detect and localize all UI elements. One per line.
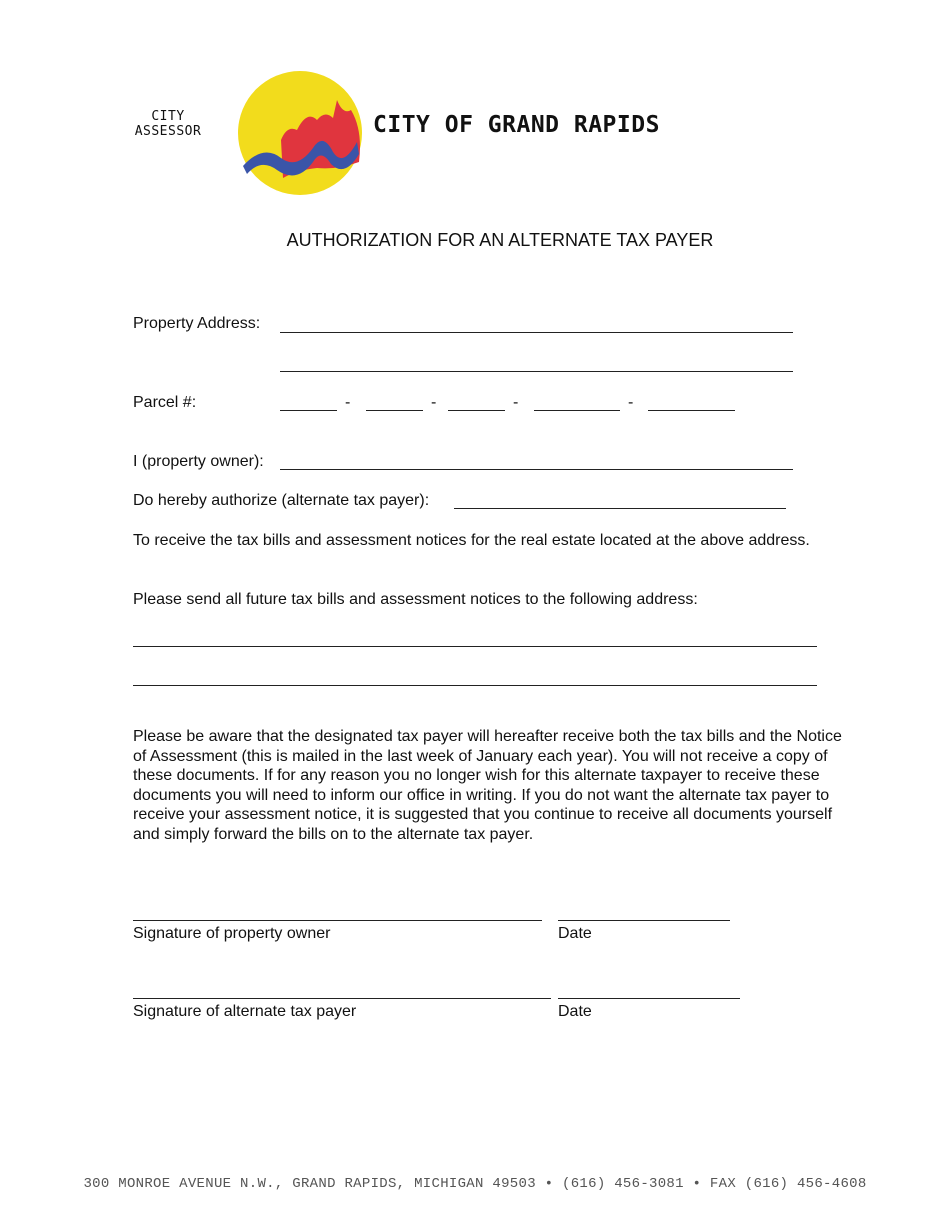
- department-line-1: CITY: [151, 109, 185, 124]
- property-address-line-2[interactable]: [280, 371, 793, 372]
- receive-paragraph: To receive the tax bills and assessment notices for the real estate located at the above address.: [133, 532, 810, 549]
- parcel-separator: -: [628, 394, 634, 411]
- authorize-label: Do hereby authorize (alternate tax payer):: [133, 492, 430, 509]
- city-logo-icon: [225, 70, 370, 200]
- owner-date-line[interactable]: [558, 920, 730, 921]
- parcel-separator: -: [345, 394, 351, 411]
- parcel-separator: -: [431, 394, 437, 411]
- alternate-date-label: Date: [558, 1003, 592, 1020]
- property-address-line-1[interactable]: [280, 332, 793, 333]
- department-line-2: ASSESSOR: [134, 124, 202, 139]
- alternate-signature-label: Signature of alternate tax payer: [133, 1003, 357, 1020]
- parcel-field-4[interactable]: [534, 410, 620, 411]
- mailing-address-line-2[interactable]: [133, 685, 817, 686]
- parcel-label: Parcel #:: [133, 394, 197, 411]
- parcel-field-3[interactable]: [448, 410, 505, 411]
- send-paragraph: Please send all future tax bills and assessment notices to the following address:: [133, 591, 698, 608]
- owner-signature-line[interactable]: [133, 920, 542, 921]
- parcel-field-2[interactable]: [366, 410, 423, 411]
- city-name: CITY OF GRAND RAPIDS: [373, 112, 660, 138]
- footer-address: 300 MONROE AVENUE N.W., GRAND RAPIDS, MICHIGAN 49503 • (616) 456-3081 • FAX (616) 456-4608: [83, 1176, 867, 1192]
- owner-name-line[interactable]: [280, 469, 793, 470]
- owner-label: I (property owner):: [133, 453, 264, 470]
- department-label: [128, 109, 208, 139]
- parcel-field-5[interactable]: [648, 410, 735, 411]
- owner-date-label: Date: [558, 925, 592, 942]
- notice-paragraph: Please be aware that the designated tax payer will hereafter receive both the tax bills and the Notice of Assessment (this is mailed in the last week of January each year). You will not receive a copy of these documents. If for any reason you no longer wish for this alternate taxpayer to receive these documents you will need to inform our office in writing. If you do not want the alternate tax payer to receive your assessment notice, it is suggested that you continue to receive all documents yourself and simply forward the bills on to the alternate tax payer.: [133, 728, 842, 843]
- mailing-address-line-1[interactable]: [133, 646, 817, 647]
- owner-signature-label: Signature of property owner: [133, 925, 331, 942]
- alternate-date-line[interactable]: [558, 998, 740, 999]
- alternate-tax-payer-line[interactable]: [454, 508, 786, 509]
- parcel-separator: -: [513, 394, 519, 411]
- parcel-field-1[interactable]: [280, 410, 337, 411]
- form-title: AUTHORIZATION FOR AN ALTERNATE TAX PAYER: [286, 230, 714, 250]
- alternate-signature-line[interactable]: [133, 998, 551, 999]
- property-address-label: Property Address:: [133, 315, 261, 332]
